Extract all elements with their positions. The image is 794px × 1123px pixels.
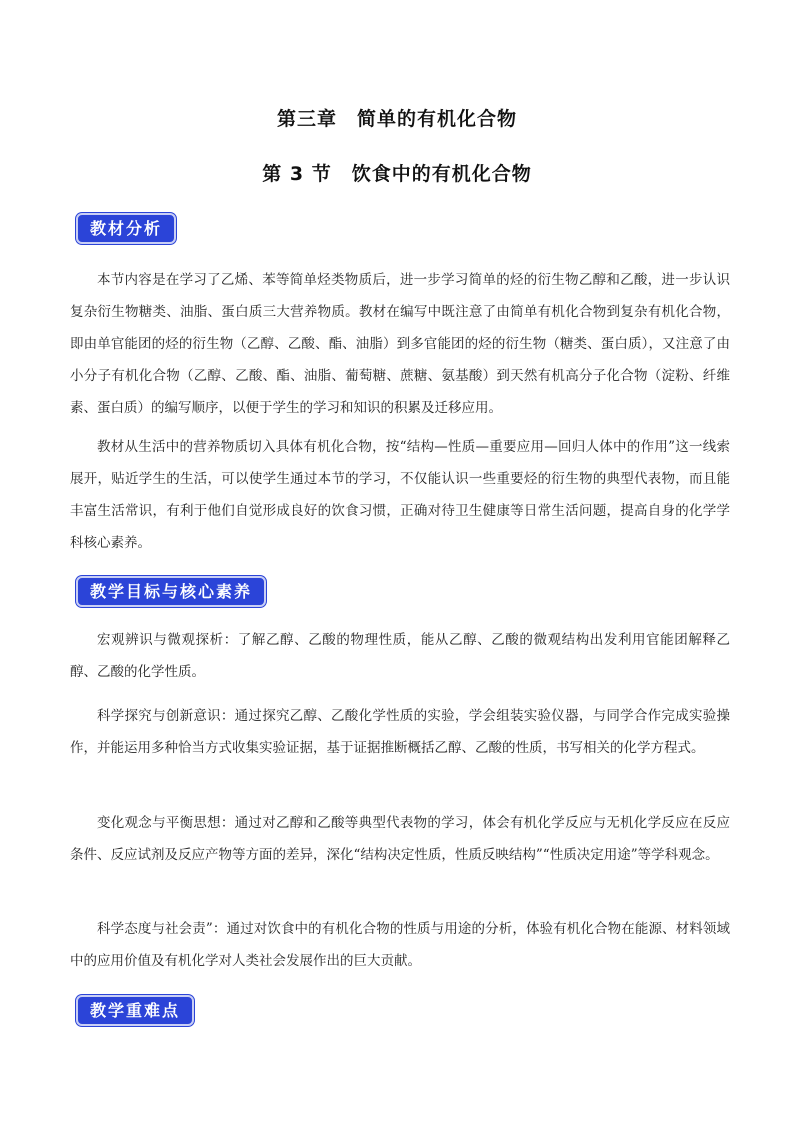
section-heading-difficulties: 教学重难点 xyxy=(76,995,194,1026)
goal-paragraph-inquiry: 科学探究与创新意识：通过探究乙醇、乙酸化学性质的实验，学会组装实验仪器，与同学合作完成实验操作，并能运用多种恰当方式收集实验证据，基于证据推断概括乙醇、乙酸的性质，书写相关的化学方程式。 xyxy=(70,708,730,756)
section-heading-goals: 教学目标与核心素养 xyxy=(76,576,266,607)
section-heading-analysis: 教材分析 xyxy=(76,213,176,244)
section-title: 第 3 节 饮食中的有机化合物 xyxy=(262,163,532,185)
goal-paragraph-attitude: 科学态度与社会责”：通过对饮食中的有机化合物的性质与用途的分析，体验有机化合物在能源、材料领域中的应用价值及有机化学对人类社会发展作出的巨大贡献。 xyxy=(70,921,730,969)
analysis-paragraph-1: 本节内容是在学习了乙烯、苯等简单烃类物质后，进一步学习简单的烃的衍生物乙醇和乙酸，进一步认识复杂衍生物糖类、油脂、蛋白质三大营养物质。教材在编写中既注意了由简单有机化合物到复杂有机化合物，即由单官能团的烃的衍生物（乙醇、乙酸、酯、油脂）到多官能团的烃的衍生物（糖类、蛋白质），又注意了由小分子有机化合物（乙醇、乙酸、酯、油脂、葡萄糖、蔗糖、氨基酸）到天然有机高分子化合物（淀粉、纤维素、蛋白质）的编写顺序，以便于学生的学习和知识的积累及迁移应用。 xyxy=(70,272,730,416)
goal-paragraph-macro-micro: 宏观辨识与微观探析：了解乙醇、乙酸的物理性质，能从乙醇、乙酸的微观结构出发利用官能团解释乙醇、乙酸的化学性质。 xyxy=(70,632,730,680)
analysis-paragraph-2: 教材从生活中的营养物质切入具体有机化合物，按“结构—性质—重要应用—回归人体中的作用”这一线索展开，贴近学生的生活，可以使学生通过本节的学习，不仅能认识一些重要烃的衍生物的典型代表物，而且能丰富生活常识，有利于他们自觉形成良好的饮食习惯，正确对待卫生健康等日常生活问题，提高自身的化学学科核心素养。 xyxy=(70,439,730,551)
goal-paragraph-change-balance: 变化观念与平衡思想：通过对乙醇和乙酸等典型代表物的学习，体会有机化学反应与无机化学反应在反应条件、反应试剂及反应产物等方面的差异，深化“结构决定性质，性质反映结构”“性质决定用途”等学科观念。 xyxy=(70,815,730,863)
chapter-title: 第三章 简单的有机化合物 xyxy=(276,108,517,130)
